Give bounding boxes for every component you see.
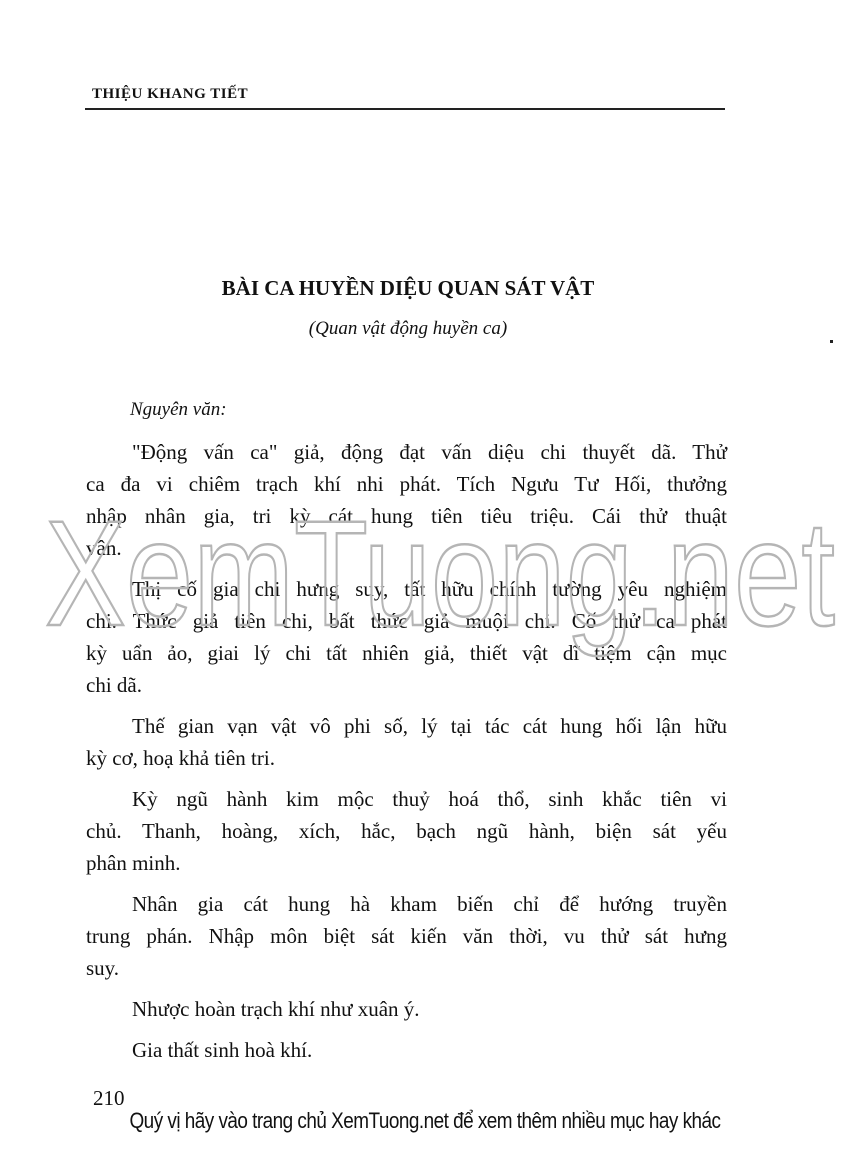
paragraph xyxy=(86,710,727,774)
footer-caption: Quý vị hãy vào trang chủ XemTuong.net để xem thêm nhiều mục hay khác xyxy=(129,1108,721,1133)
text-line: Kỳ ngũ hành kim mộc thuỷ hoá thổ, sinh khắc tiên vi xyxy=(132,787,727,811)
paragraph xyxy=(86,783,727,879)
body-text xyxy=(86,436,727,1075)
text-line: vân. xyxy=(86,536,122,560)
page-number: 210 xyxy=(93,1086,125,1110)
text-line: nhập nhân gia, tri kỳ cát hung tiên tiêu triệu. Cái thử thuật xyxy=(86,504,727,528)
paragraph xyxy=(86,993,727,1025)
text-line: suy. xyxy=(86,956,120,980)
text-line: ca đa vi chiêm trạch khí nhi phát. Tích Ngưu Tư Hối, thưởng xyxy=(86,472,727,496)
paragraph xyxy=(86,888,727,984)
text-line: kỳ cơ, hoạ khả tiên tri. xyxy=(86,746,275,770)
text-line: Thị cố gia chi hưng suy, tất hữu chính tường yêu nghiệm xyxy=(132,577,727,601)
running-head: THIỆU KHANG TIẾT xyxy=(92,86,249,102)
text-line: "Động vấn ca" giả, động đạt vấn diệu chi thuyết dã. Thử xyxy=(132,440,727,464)
text-line: chi. Thức giả tiên chi, bất thức giả muội chi. Cố thử ca phát xyxy=(86,609,727,633)
text-line: Thế gian vạn vật vô phi số, lý tại tác cát hung hối lận hữu xyxy=(132,714,727,738)
text-line: Gia thất sinh hoà khí. xyxy=(132,1038,313,1062)
scan-speck xyxy=(830,340,833,343)
section-label: Nguyên văn: xyxy=(130,399,227,420)
text-line: Nhân gia cát hung hà kham biến chỉ để hướng truyền xyxy=(132,892,727,916)
paragraph xyxy=(86,436,727,564)
text-line: phân minh. xyxy=(86,851,181,875)
chapter-subtitle: (Quan vật động huyền ca) xyxy=(308,318,508,339)
paragraph xyxy=(86,1034,727,1066)
svg-text:XemTuong.net: XemTuong.net xyxy=(45,500,835,657)
paragraph xyxy=(86,573,727,701)
text-line: chi dã. xyxy=(86,673,142,697)
text-line: kỳ uẩn ảo, giai lý chi tất nhiên giả, thiết vật dĩ tiệm cận mục xyxy=(86,641,727,665)
text-line: chủ. Thanh, hoàng, xích, hắc, bạch ngũ hành, biện sát yếu xyxy=(86,819,727,843)
text-line: Nhược hoàn trạch khí như xuân ý. xyxy=(132,997,420,1021)
text-line: trung phán. Nhập môn biệt sát kiến văn thời, vu thử sát hưng xyxy=(86,924,727,948)
chapter-title: BÀI CA HUYỀN DIỆU QUAN SÁT VẬT xyxy=(221,276,595,300)
header-rule xyxy=(85,108,725,110)
